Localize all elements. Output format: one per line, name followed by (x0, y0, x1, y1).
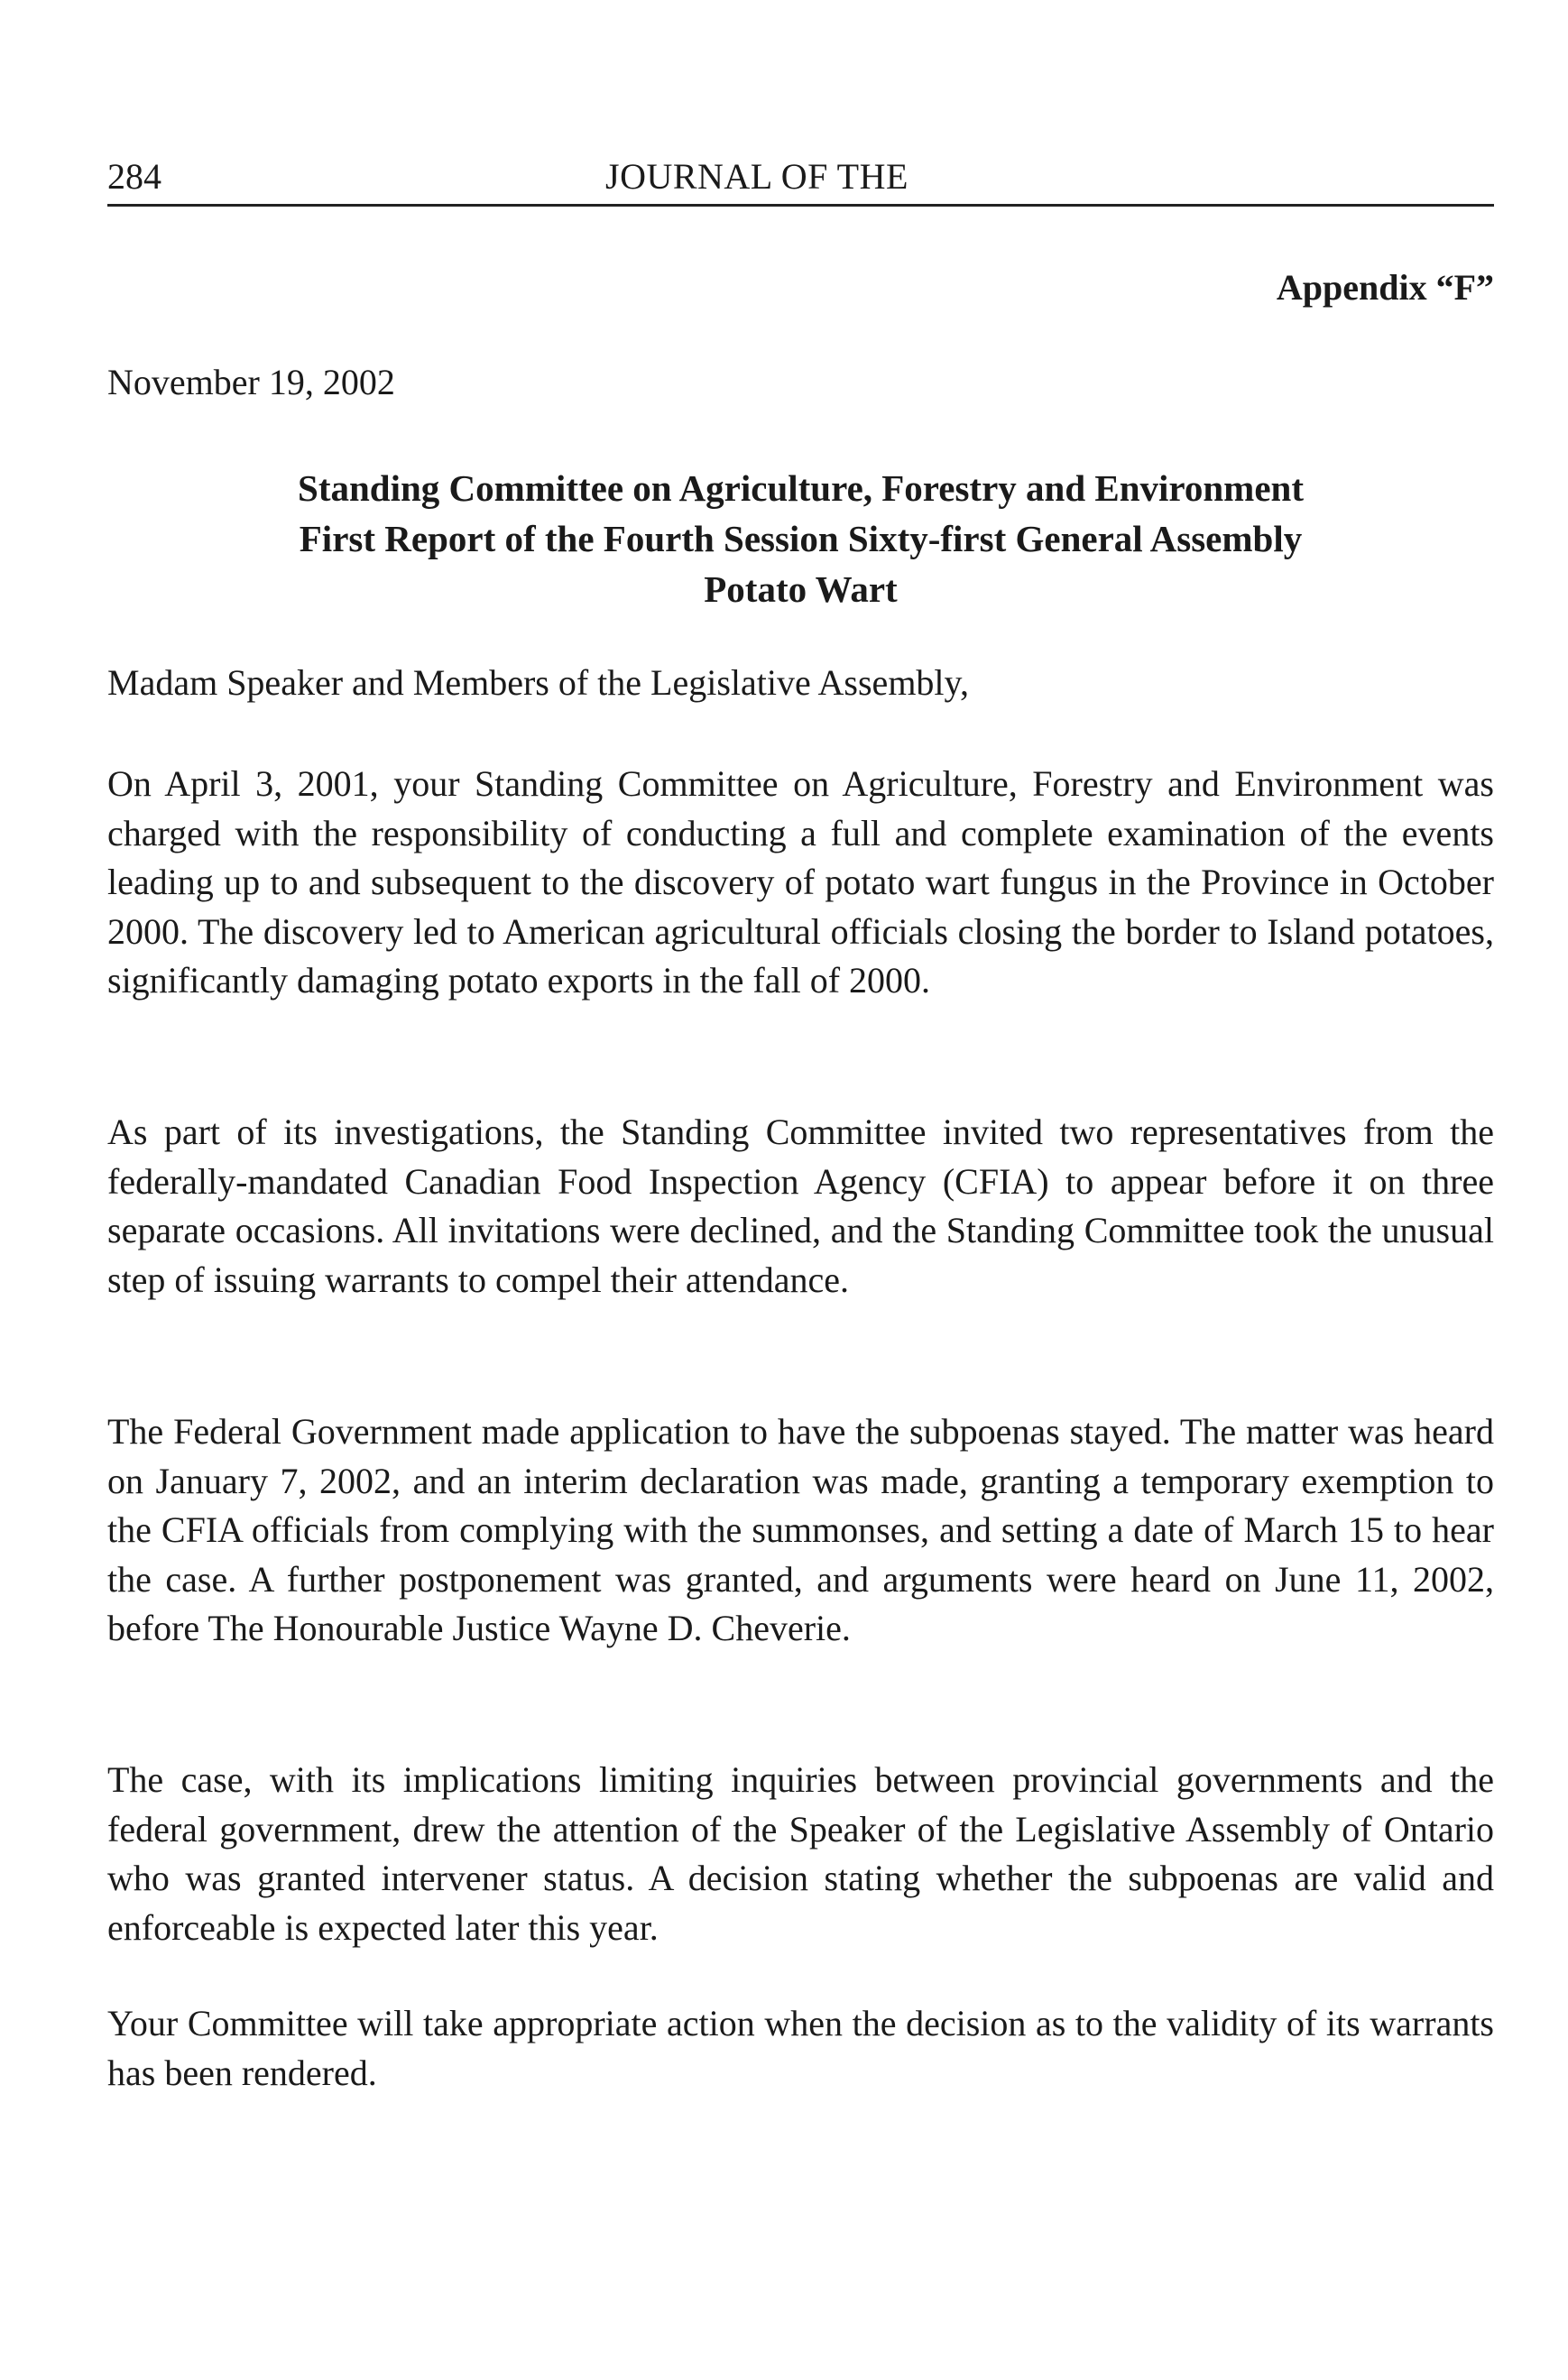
appendix-label: Appendix “F” (1276, 267, 1494, 308)
paragraph-3: The Federal Government made application to have the subpoenas stayed. The matter was heard on January 7, 2002, and an interim declaration was made, granting a temporary exemption to the CFIA officials from complying with the summonses, and setting a date of March 15 to hear the case. A further postponement was granted, and arguments were heard on June 11, 2002, before The Honourable Justice Wayne D. Cheverie. (107, 1411, 1494, 1648)
page-header (107, 152, 1494, 207)
paragraph-4: The case, with its implications limiting inquiries between provincial governments and the federal government, drew the attention of the Speaker of the Legislative Assembly of Ontario who was granted intervener status. A decision stating whether the subpoenas are valid and enforceable is expected later this year. (107, 1759, 1494, 1948)
report-title (107, 463, 1494, 614)
paragraph-2: As part of its investigations, the Standing Committee invited two representatives from the federally-mandated Canadian Food Inspection Agency (CFIA) to appear before it on three separate occasions. All invitations were declined, and the Standing Committee took the unusual step of issuing warrants to compel their attendance. (107, 1112, 1494, 1300)
salutation: Madam Speaker and Members of the Legislative Assembly, (107, 662, 969, 703)
report-subject: Potato Wart (704, 568, 898, 610)
committee-name: Standing Committee on Agriculture, Forestry and Environment (298, 467, 1304, 509)
running-title: JOURNAL OF THE (605, 156, 909, 197)
paragraph-1: On April 3, 2001, your Standing Committee on Agriculture, Forestry and Environment was charged with the responsibility of conducting a full and complete examination of the events leading up to and subsequent to the discovery of potato wart fungus in the Province in October 2000. The discovery led to American agricultural officials closing the border to Island potatoes, significantly damaging potato exports in the fall of 2000. (107, 763, 1494, 1001)
page-number: 284 (107, 156, 161, 197)
report-date: November 19, 2002 (107, 362, 395, 402)
report-session: First Report of the Fourth Session Sixty-first General Assembly (299, 518, 1303, 559)
paragraph-5: Your Committee will take appropriate action when the decision as to the validity of its warrants has been rendered. (107, 2003, 1494, 2093)
